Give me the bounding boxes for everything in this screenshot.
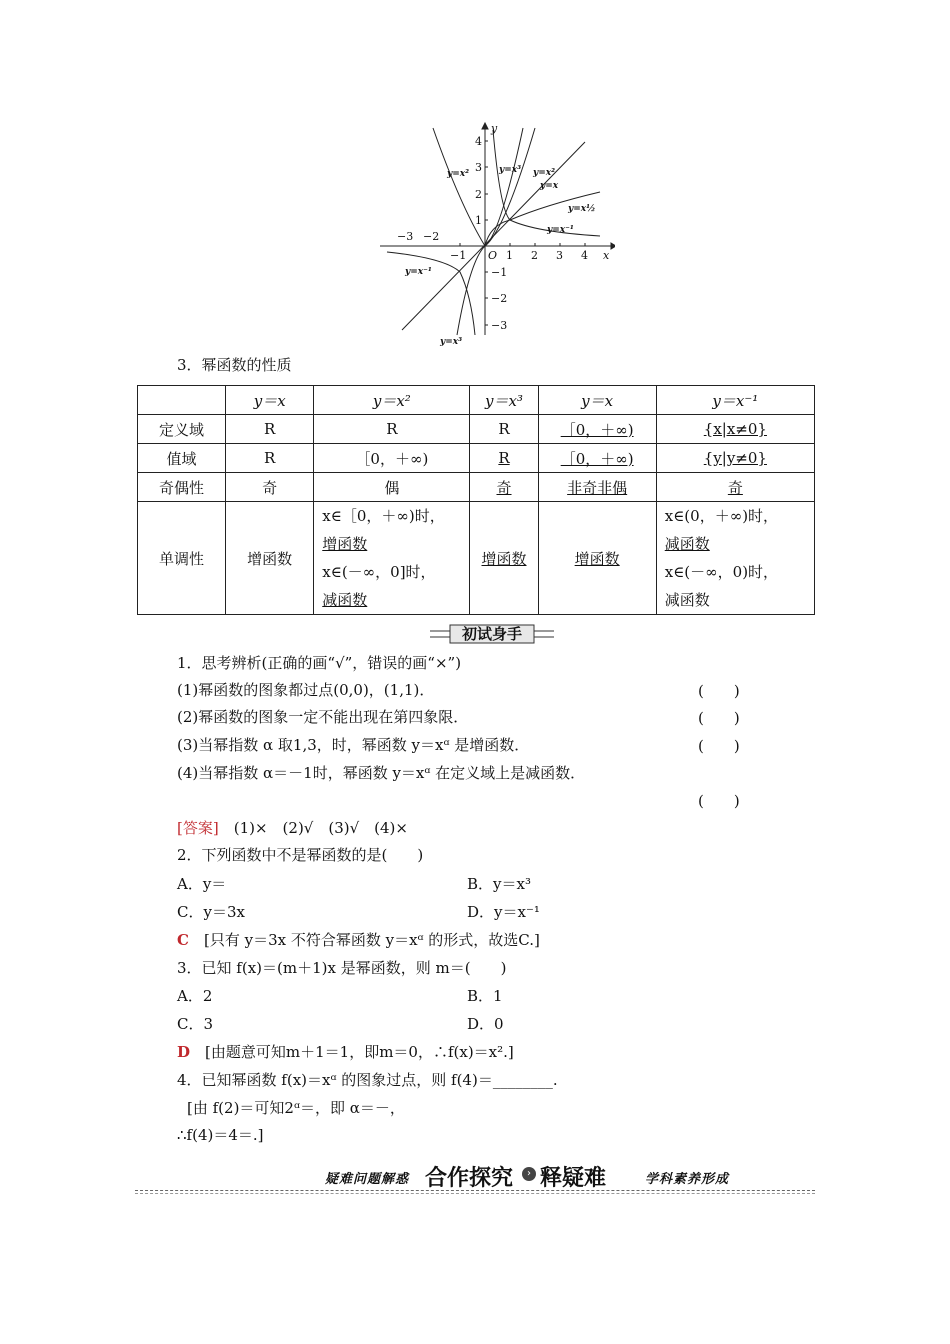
curve-label: y=x⁻¹ (547, 225, 574, 235)
footer-title-a: 合作探究 (425, 1166, 514, 1191)
q3-explain (177, 1042, 514, 1062)
mono-line: x∈(－∞，0]时， (322, 563, 436, 581)
row-label: 定义域 (138, 415, 226, 444)
explain-text: [由题意可知m＋1＝1，即m＝0，∴f(x)＝x².] (205, 1043, 514, 1061)
q1-item: (2)幂函数的图象一定不能出现在第四象限． (177, 708, 469, 726)
option: B．1 (467, 987, 503, 1005)
table-cell: 增函数 (226, 502, 314, 615)
row-label: 奇偶性 (138, 473, 226, 502)
y-tick: 4 (475, 135, 482, 148)
table-cell (314, 502, 470, 615)
table-cell: 奇 (470, 473, 538, 502)
table-row (138, 415, 815, 444)
curve-label: y=x² (533, 168, 556, 178)
x-tick: −1 (450, 249, 467, 262)
power-function-graph (375, 120, 615, 350)
table-cell: 偶 (314, 473, 470, 502)
q1-answer (177, 818, 408, 838)
table-cell: {x|x≠0} (656, 415, 814, 444)
q2-explain (177, 930, 540, 950)
y-tick: −2 (491, 292, 508, 305)
x-tick: 2 (531, 249, 538, 262)
footer-title-b: 释疑难 (540, 1166, 607, 1191)
table-row (138, 444, 815, 473)
table-row (138, 502, 815, 615)
mono-line: x∈［0，＋∞)时， (322, 507, 445, 525)
q4-explain: ∴f(4)＝4＝.] (177, 1126, 264, 1144)
curve-x-squared (433, 128, 535, 246)
answer-blank: ( ) (698, 792, 740, 810)
table-cell: 增函数 (470, 502, 538, 615)
q4-explain: [由 f(2)＝可知2ᵅ＝，即 α＝－， (187, 1099, 405, 1117)
arrow-icon: › (522, 1167, 536, 1181)
answer-letter: D (177, 1043, 191, 1061)
curve-label: y=x³ (499, 165, 522, 175)
properties-table (137, 385, 815, 615)
table-row (138, 473, 815, 502)
table-header-cell: y＝x³ (470, 386, 538, 415)
table-cell: {y|y≠0} (656, 444, 814, 473)
option: A．y＝ (177, 875, 227, 893)
q3-stem: 3．已知 f(x)＝(m＋1)x 是幂函数，则 m＝( ) (177, 959, 507, 977)
table-header-cell: y＝x (226, 386, 314, 415)
x-tick: 3 (556, 249, 563, 262)
table-header-cell: y＝x (538, 386, 656, 415)
table-cell: ［0，＋∞) (538, 415, 656, 444)
x-tick: 4 (581, 249, 588, 262)
table-cell: 增函数 (538, 502, 656, 615)
section-title: 3．幂函数的性质 (177, 356, 292, 374)
q2-stem: 2．下列函数中不是幂函数的是( ) (177, 846, 424, 864)
table-cell: R (314, 415, 470, 444)
q1-item: (1)幂函数的图象都过点(0,0)，(1,1)． (177, 681, 435, 699)
answer-tag: [答案] (177, 819, 219, 837)
option: D．0 (467, 1015, 504, 1033)
table-header-cell (138, 386, 226, 415)
y-tick: −1 (491, 266, 508, 279)
table-cell: 奇 (226, 473, 314, 502)
footer-divider (135, 1190, 815, 1191)
table-cell (656, 502, 814, 615)
table-cell: ［0，＋∞) (538, 444, 656, 473)
origin-label: O (488, 249, 498, 262)
footer-left: 疑难问题解惑 (325, 1172, 410, 1187)
row-label: 值域 (138, 444, 226, 473)
answer-blank: ( ) (698, 737, 740, 755)
answer-blank: ( ) (698, 682, 740, 700)
table-cell: R (226, 415, 314, 444)
y-tick: −3 (491, 319, 508, 332)
y-tick: 1 (475, 214, 482, 227)
table-cell: 奇 (656, 473, 814, 502)
curve-label: y=x½ (568, 204, 596, 214)
curve-label: y=x⁻¹ (405, 267, 432, 277)
footer-divider (135, 1193, 815, 1194)
table-header-row (138, 386, 815, 415)
option: B．y＝x³ (467, 875, 531, 893)
mono-line: 减函数 (322, 591, 368, 609)
table-cell: 非奇非偶 (538, 473, 656, 502)
table-header-cell: y＝x⁻¹ (656, 386, 814, 415)
mono-line: x∈(－∞，0)时， (664, 563, 779, 581)
row-label: 单调性 (138, 502, 226, 615)
section-banner (430, 624, 554, 644)
option: C．y＝3x (177, 903, 245, 921)
mono-line: 减函数 (664, 535, 710, 553)
q1-stem: 1．思考辨析(正确的画“√”，错误的画“×”) (177, 654, 462, 672)
q4-stem: 4．已知幂函数 f(x)＝xᵅ 的图象过点，则 f(4)＝________. (177, 1071, 558, 1089)
answer-text: (1)× (2)√ (3)√ (4)× (233, 819, 408, 837)
option: D．y＝x⁻¹ (467, 903, 540, 921)
x-tick: −3 (397, 230, 414, 243)
answer-letter: C (177, 931, 189, 949)
x-tick: 1 (506, 249, 513, 262)
table-cell: R (226, 444, 314, 473)
x-tick: −2 (423, 230, 440, 243)
curve-label: y=x (540, 181, 559, 191)
explain-text: [只有 y＝3x 不符合幂函数 y＝xᵅ 的形式，故选C.] (203, 931, 540, 949)
mono-line: 减函数 (664, 591, 710, 609)
option: A．2 (177, 987, 213, 1005)
table-cell: R (470, 444, 538, 473)
curve-x-cubed (457, 128, 523, 335)
y-tick: 3 (475, 161, 482, 174)
table-cell: ［0，＋∞) (314, 444, 470, 473)
mono-line: x∈(0，＋∞)时， (664, 507, 779, 525)
q1-item: (4)当幂指数 α＝－1时，幂函数 y＝xᵅ 在定义域上是减函数． (177, 764, 586, 782)
curve-label: y=x² (447, 169, 470, 179)
y-tick: 2 (475, 188, 482, 201)
footer-right: 学科素养形成 (645, 1172, 730, 1187)
curve-inverse-left (387, 252, 475, 335)
mono-line: 增函数 (322, 535, 368, 553)
section-footer (135, 1158, 815, 1198)
curve-label: y=x³ (440, 337, 463, 347)
y-axis-label: y (491, 122, 498, 135)
q1-item: (3)当幂指数 α 取1,3，时，幂函数 y＝xᵅ 是增函数． (177, 736, 530, 754)
option: C．3 (177, 1015, 214, 1033)
table-cell: R (470, 415, 538, 444)
table-header-cell: y＝x² (314, 386, 470, 415)
x-axis-label: x (603, 249, 610, 262)
answer-blank: ( ) (698, 709, 740, 727)
banner-text: 初试身手 (461, 625, 522, 643)
